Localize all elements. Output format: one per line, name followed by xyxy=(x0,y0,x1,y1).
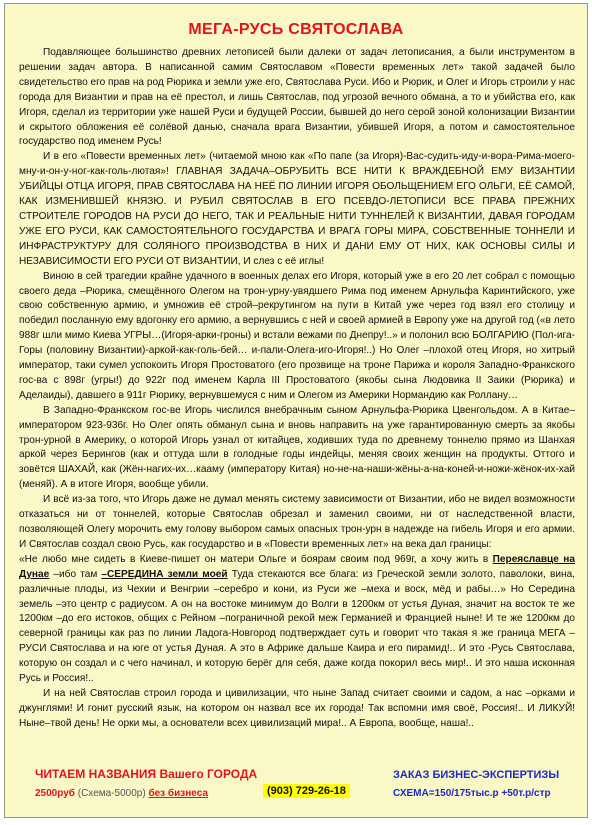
footer xyxy=(5,759,587,817)
quote-mid: –ибо там xyxy=(49,568,102,580)
footer-price xyxy=(35,788,208,799)
quote-rest: Туда стекаются все блага: из Греческой земли золото, паволоки, вина, различные плоды, из Чехии и Венгрии –серебро и кони, из Руси же –меха и воск, мёд и рабы…» Но Середина земель –это центр с радиусом. А он на востоке минимум до Волги в 1200км от устья Дуная, значит на восток те же 1200км –до его истоков, общих с Рейном –пограничной рекой меж Германией и Францией ныне! И те же 1200км до северной границы как раз по линии Ладога-Новгород подтверждает суть и говорит что такая я же граница МЕГА –РУСИ Святослава и на юге от устья Дуная. А это в Африке дальше Каира и его пирамид!.. И это -Русь Святослава, которую он создал и с чего начинал, и которую берёг для себя, даже когда покорил весь мир!.. И это наша исконная Русь и Россия!.. xyxy=(19,568,575,685)
price-note: (Схема-5000р) xyxy=(77,788,146,799)
document-page xyxy=(4,3,588,818)
footer-scheme-price: СХЕМА=150/175тыс.р +50т.р/стр xyxy=(393,788,551,799)
pereyaslavets-phrase: Переяславце на Дунае xyxy=(19,553,576,580)
price-tail: без бизнеса xyxy=(148,788,208,799)
price-value: 2500руб xyxy=(35,788,75,799)
paragraph-2: И в его «Повести временных лет» (читаемой мною как «По папе (за Игоря)-Вас-судить-иду-и-вора-Рима-моего-мну-и-он-у-ног-как-голь-лютая»! ГЛАВНАЯ ЗАДАЧА–ОБРУБИТЬ ВСЕ НИТИ К ВРАЖДЕБНОЙ ЕМУ ВИЗАНТИИ УБИЙЦЫ ОТЦА ИГОРЯ, ПРАВ СВЯТОСЛАВА НА НЕЁ ПО ЛИНИИ ИГОРЯ ОБОЛЬЩЕНИЕМ ЕГО ОЛЬГИ, ЕЁ САМОЙ, КАК ИЗМЕНИВШЕЙ КНЯЗЮ. И РУБИЛ СВЯТОСЛАВ В ЕГО ПСЕВДО-ЛЕТОПИСИ ВСЕ ПРАВА ПРЕЖНИХ СТРОИТЕЛЕ ГОРОДОВ НА РУСИ ДО НЕГО, ТАК И РЕАЛЬНЫЕ НИТИ ТУННЕЛЕЙ К ВИЗАНТИИ, ДАВАЯ ГОРОДАМ УЖЕ ЕГО РУСИ, КАК САМОСТОЯТЕЛЬНОГО ГОСУДАРСТВА И ВРАГА ГОРЫ МИРА, СОБСТВЕННЫЕ ТОННЕЛИ И ИНФРАСТРУКТУРУ ДЛЯ СОЛЯНОГО ПРОИЗВОДСТВА В НИХ И ДАНИ ЕМУ ОТ НИХ, КАК ОСНОВЫ СИЛЫ И НЕЗАВИСИМОСТИ ЕГО РУСИ ОТ ВИЗАНТИИ, И слез с её иглы! xyxy=(19,151,575,267)
footer-right-title: ЗАКАЗ БИЗНЕС-ЭКСПЕРТИЗЫ xyxy=(393,769,560,781)
paragraph-4: В Западно-Франкском гос-ве Игорь числился внебрачным сыном Арнульфа-Рюрика Цвенгольдом. А в Китае–императором 923-936г. Но Олег опять обманул сына и вновь направить на уже гарантированную смерть за якобы трон-урной в Америку, о которой Игорь узнал от китайцев, ходивших туда по древнему тоннелю прямо из Шанхая аркой через Берингов (как и оттуда шли в голодные годы индейцы, меняя своих женщин на продукты. Оттого и зовётся ШАХАЙ, как (Жён-нагих-их…кааму (императору Китая) но-не-на-наши-жёны-а-на-коней-и-ножи-жёнок-их-хай (меняй). А в итоге Игоря, вообще убили. xyxy=(19,404,575,491)
paragraph-5: И всё из-за того, что Игорь даже не думал менять систему зависимости от Византии, ибо не видел возможности отказаться ни от тоннелей, которые Святослав обрезал и заменил своими, ни от наследственной власти, позволяющей Олегу морочить ему голову выбором самых опасных трон-урн в надежде на гибель Игоря и его армии. И Святослав создал свою Русь, как государство и в «Повести временных лет» на века дал границы: xyxy=(19,494,575,550)
phone-number[interactable]: (903) 729-26-18 xyxy=(263,784,350,798)
middle-of-land-phrase: –СЕРЕДИНА земли моей xyxy=(101,568,228,580)
paragraph-3: Виною в сей трагедии крайне удачного в военных делах его Игоря, который уже в его 20 лет собрал с помощью своего деда –Рюрика, смещённого Олегом на трон-урну-увядшего Рима под именем Арнульфа Каринтийского, уже свою собственную армию, и умножив её строй–рекрутингом на пути в Китай уже через год взял его столицу и победил посланную ему вдогонку его армию, а вернувшись с ней и своей армией в Европу уже на другой год («в лето 988г шли мимо Киева УГРЫ…(Игоря-арки-гроны) и встали вежами по Днепру!..» и полонил всю БОЛГАРИЮ (Пол-ига-Горы (половину Византии)-аркой-как-голь-бей… и-пали-Олега-иго-Игоря!..) Но Олег –плохой отец Игоря, но хитрый император, таки сумел успокоить Игоря Простоватого (его прозвище на троне Парижа и короля Западно-Франкского гос-ва с 898г (угры!) до 922г под именем Карла III Простоватого (якобы сына Людовика II Заики (Рюрика) и Аделаиды), давшего в 911г Рюрику, вернувшемуся с ним и Олегом из Америки Нормандию как Роллану… xyxy=(19,270,575,401)
quote-start: «Не любо мне сидеть в Киеве-пишет он матери Ольге и боярам своим под 969г, а хочу жить в xyxy=(19,553,493,565)
paragraph-6 xyxy=(19,553,575,687)
footer-left-title: ЧИТАЕМ НАЗВАНИЯ Вашего ГОРОДА xyxy=(35,767,258,781)
document-body xyxy=(5,46,587,732)
document-title: МЕГА-РУСЬ СВЯТОСЛАВА xyxy=(188,21,404,38)
paragraph-1: Подавляющее большинство древних летописей были далеки от задач летописания, а были инструментом в решении задач автора. В написанной самим Святославом «Повести временных лет» такой задачей было свидетельство его прав на род Рюрика и земли уже его, Святослава Руси. Ибо и Рюрик, и Олег и Игорь строили у нас города для Византии и прав на её престол, и лишь Святослав, под угрозой вечного обмана, а то и убийства его, как Игоря, сделал из территории уже нашей Руси и будущей России, бывшей до него серой зоной колонизации Византии и скрытого обложения её солёвой данью, сначала врага Византии, убившей Игоря, а потом и самостоятельное государство под именем Русь! xyxy=(19,47,575,148)
paragraph-7: И на ней Святослав строил города и цивилизации, что ныне Запад считает своими и садом, а нас –орками и джунглями! И гонит русский язык, на котором он назвал все их города! Так вспомни имя своё, Россия!.. И ЛИКУЙ! Ныне–твой день! Не орки мы, а основатели всех цивилизаций мира!.. А Европа, вообще, наша!.. xyxy=(19,687,575,729)
